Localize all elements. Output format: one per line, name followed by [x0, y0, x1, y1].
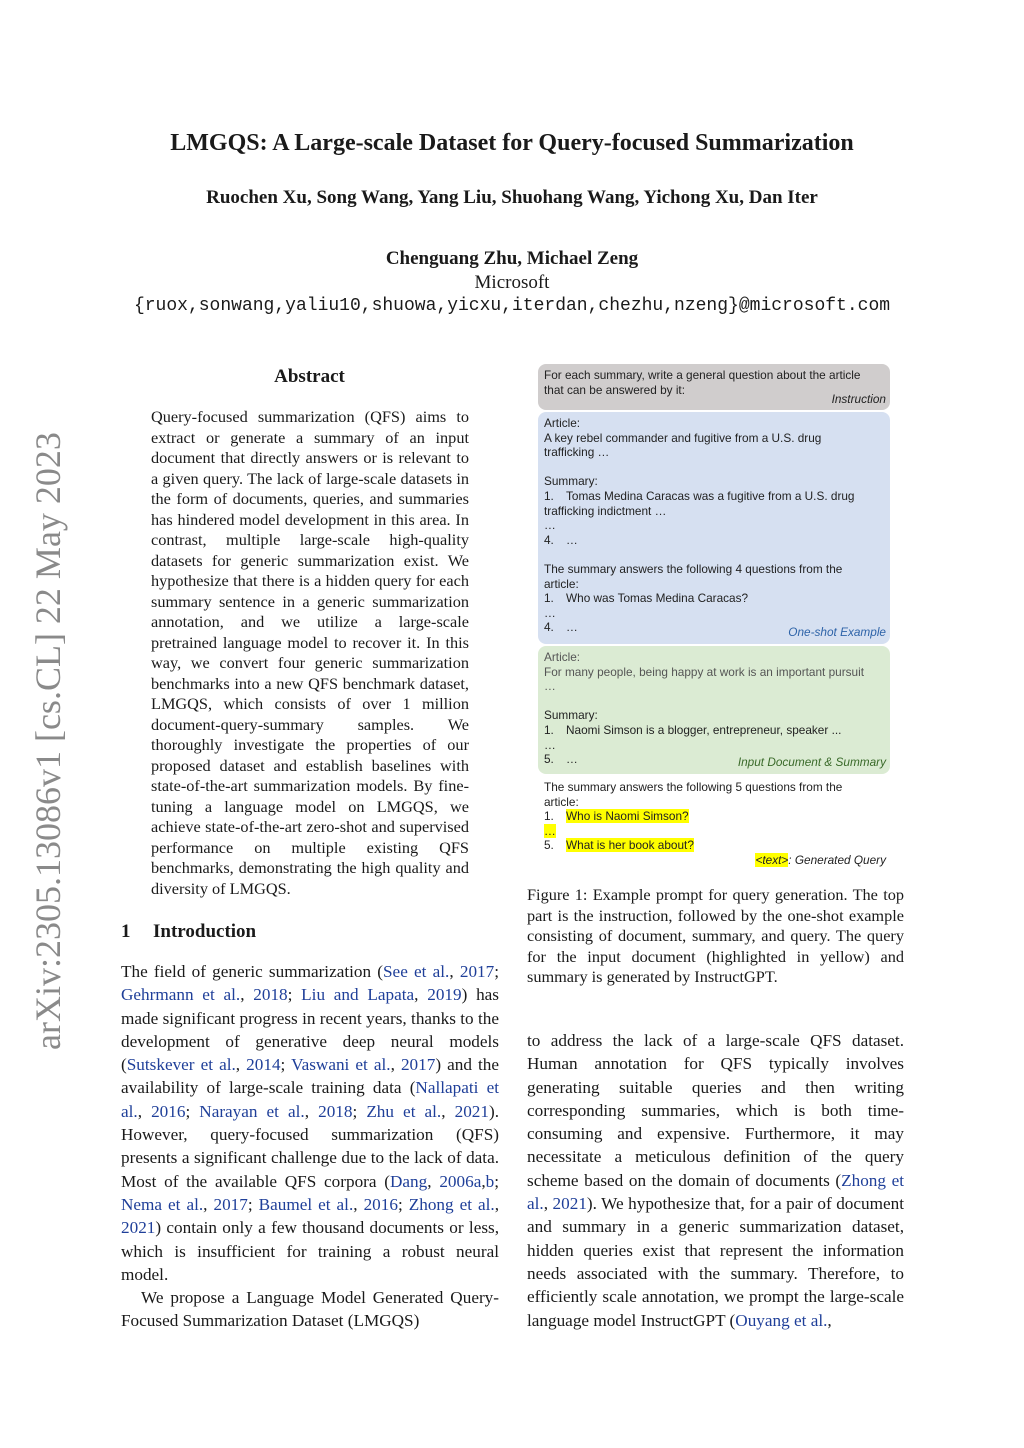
citation-link[interactable]: 2019 [427, 985, 462, 1005]
instruction-line: For each summary, write a general question about the article [544, 368, 861, 382]
instruction-label: Instruction [831, 392, 886, 407]
text-run: , [427, 1171, 440, 1191]
citation-link[interactable]: Nema et al. [121, 1194, 204, 1214]
citation-link[interactable]: 2021 [454, 1101, 489, 1121]
section-heading-introduction [121, 921, 256, 943]
abstract-body: Query-focused summarization (QFS) aims to extract or generate a summary of an input document that directly answers or is relevant to a given query. The lack of large-scale datasets in the form of documents, queries, and summaries has hindered model development in this area. In contrast, multiple large-scale high-quality datasets for generic summarization exist. We hypothesize that there is a hidden query for each summary sentence in a generic summarization annotation, and we utilize a large-scale pretrained language model to recover it. In this way, we convert four generic summarization benchmarks into a new QFS benchmark dataset, LMGQS, which consists of over 1 million document-query-summary samples. We thoroughly investigate the properties of our proposed dataset and establish baselines with state-of-the-art summarization models. By fine-tuning a language model on LMGQS, we achieve state-of-the-art zero-shot and supervised performance on multiple existing QFS benchmarks, demonstrating the high quality and diversity of LMGQS. [151, 407, 469, 898]
intro-paragraph-1 [121, 960, 499, 1286]
summary-item [544, 489, 884, 504]
generated-queries-box [538, 776, 890, 872]
text-run: ; [247, 1194, 259, 1214]
text-run: ). We hypothesize that, for a pair of document and summary in a generic summarization dataset, hidden queries exist that represent the information needs associated with the summary. Therefore, to efficiently scale annotation, we prompt the large-scale language model InstructGPT ( [527, 1194, 904, 1330]
text-run: , [390, 1055, 401, 1075]
citation-link[interactable]: Narayan et al. [199, 1101, 305, 1121]
generated-query-highlight: What is her book about? [566, 838, 694, 853]
text-run: ; [494, 1171, 499, 1191]
citation-link[interactable]: 2006a [439, 1171, 482, 1191]
text-run: , [449, 962, 460, 981]
citation-link[interactable]: b [485, 1171, 495, 1191]
article-text: trafficking … [544, 445, 610, 460]
ellipsis: … [544, 518, 556, 533]
item-text: Who was Tomas Medina Caracas? [566, 591, 749, 606]
generated-query-highlight: Who is Naomi Simson? [566, 809, 689, 824]
summary-item-continued: trafficking indictment … [544, 503, 667, 518]
item-number: 5. [544, 752, 554, 767]
authors-line-2: Chenguang Zhu, Michael Zeng [385, 248, 639, 269]
input-document-label: Input Document & Summary [737, 755, 886, 770]
citation-link[interactable]: Liu and Lapata [301, 985, 415, 1005]
citation-link[interactable]: Nallapati et al. [121, 1078, 499, 1121]
text-run: , [304, 1101, 319, 1121]
text-run: ; [280, 1055, 292, 1075]
citation-link[interactable]: 2014 [246, 1055, 281, 1075]
section-title: Introduction [153, 921, 257, 942]
text-run: , [827, 1310, 832, 1330]
summary-label: Summary: [544, 708, 598, 723]
citation-link[interactable]: Zhong et al. [527, 1170, 905, 1214]
item-number: 1. [544, 809, 554, 824]
citation-link[interactable]: 2017 [459, 962, 495, 981]
abstract-heading: Abstract [274, 366, 345, 387]
ellipsis: … [544, 605, 556, 620]
citation-link[interactable]: Baumel et al. [258, 1194, 354, 1214]
citation-link[interactable]: Vaswani et al. [291, 1055, 391, 1075]
answers-intro: article: [544, 576, 579, 591]
citation-link[interactable]: 2017 [213, 1194, 248, 1214]
author-emails: {ruox,sonwang,yaliu10,shuowa,yicxu,iterdan,chezhu,nzeng}@microsoft.com [133, 296, 891, 316]
citation-link[interactable]: Dang [390, 1171, 428, 1191]
item-text: … [566, 752, 578, 767]
paper-title: LMGQS: A Large-scale Dataset for Query-focused Summarization [170, 130, 854, 156]
text-run: , [441, 1101, 455, 1121]
item-number: 1. [544, 722, 554, 737]
text-run: ; [494, 962, 500, 981]
citation-link[interactable]: 2016 [151, 1101, 186, 1121]
item-text: Tomas Medina Caracas was a fugitive from a U.S. drug [566, 488, 855, 503]
article-text: … [544, 679, 556, 694]
answers-intro: The summary answers the following 4 questions from the [544, 561, 843, 576]
figure-1-caption: Figure 1: Example prompt for query generation. The top part is the instruction, followed by the one-shot example consisting of document, summary, and query. The query for the input document (highlighted in yellow) and summary is generated by InstructGPT. [527, 885, 904, 986]
legend-text: : Generated Query [788, 853, 886, 868]
generated-query-legend [755, 853, 886, 868]
introduction-right-column [527, 1029, 904, 1332]
item-text: … [566, 532, 578, 547]
citation-link[interactable]: 2021 [121, 1218, 156, 1238]
query-item [544, 809, 884, 824]
article-text: For many people, being happy at work is an important pursuit [544, 664, 864, 679]
citation-link[interactable]: Gehrmann et al. [121, 985, 241, 1005]
ellipsis [544, 824, 884, 839]
summary-item [544, 723, 884, 738]
text-run: , [353, 1194, 364, 1214]
item-number: 4. [544, 532, 554, 547]
query-item [544, 838, 884, 853]
citation-link[interactable]: 2021 [552, 1194, 587, 1214]
text-run: , [543, 1194, 553, 1214]
text-run: , [481, 1171, 486, 1191]
citation-link[interactable]: Ouyang et al. [735, 1310, 828, 1330]
article-label: Article: [544, 416, 581, 430]
intro-paragraph-2: We propose a Language Model Generated Query-Focused Summarization Dataset (LMGQS) [121, 1288, 499, 1331]
citation-link[interactable]: 2018 [318, 1101, 353, 1121]
input-document-box [538, 646, 890, 774]
item-text: … [566, 620, 578, 635]
text-run: The field of generic summarization ( [121, 962, 383, 981]
citation-link[interactable]: See et al. [383, 962, 450, 981]
instruction-line: that can be answered by it: [544, 382, 685, 397]
section-number: 1 [121, 921, 131, 942]
text-run: ). However, query-focused summarization (QFS) presents a significant challenge due to the lack of data. Most of the available QFS corpora ( [121, 1101, 499, 1191]
text-run: , [203, 1194, 214, 1214]
text-run: ; [287, 985, 302, 1005]
text-run: ) and the availability of large-scale training data ( [121, 1055, 500, 1098]
text-run: , [137, 1101, 152, 1121]
intro-paragraph-2-continued [527, 1029, 904, 1332]
text-run: ; [185, 1101, 200, 1121]
answers-intro: article: [544, 794, 579, 809]
citation-link[interactable]: 2018 [253, 985, 288, 1005]
answers-intro: The summary answers the following 5 questions from the [544, 780, 843, 794]
one-shot-label: One-shot Example [788, 625, 886, 640]
summary-label: Summary: [544, 474, 598, 489]
affiliation: Microsoft [474, 272, 550, 293]
authors-line-1: Ruochen Xu, Song Wang, Yang Liu, Shuohang Wang, Yichong Xu, Dan Iter [206, 187, 818, 208]
instruction-box [538, 364, 890, 410]
item-number: 5. [544, 838, 554, 853]
citation-link[interactable]: Zhong et al. [408, 1194, 495, 1214]
citation-link[interactable]: Zhu et al. [366, 1101, 442, 1121]
figure-1-prompt [538, 364, 890, 872]
legend-tag: <text> [755, 853, 789, 868]
citation-link[interactable]: 2016 [363, 1194, 398, 1214]
citation-link[interactable]: 2017 [400, 1055, 436, 1075]
article-text: A key rebel commander and fugitive from a U.S. drug [544, 430, 822, 445]
text-run: , [240, 985, 254, 1005]
arxiv-identifier: arXiv:2305.13086v1 [cs.CL] 22 May 2023 [28, 432, 68, 1050]
text-run: to address the lack of a large-scale QFS dataset. Human annotation for QFS typically involves generating suitable queries and then writing corresponding summaries, which is both time-consuming and expensive. Furthermore, it may necessitate a meticulous definition of the query scheme based on the domain of documents ( [527, 1031, 904, 1190]
article-label: Article: [544, 650, 581, 664]
text-run: , [494, 1194, 500, 1214]
generated-query-highlight: … [544, 823, 556, 838]
item-text: Naomi Simson is a blogger, entrepreneur, speaker ... [566, 722, 842, 737]
text-run: ; [352, 1101, 367, 1121]
ellipsis: … [544, 737, 556, 752]
item-number: 1. [544, 488, 554, 503]
text-run: ; [397, 1194, 409, 1214]
citation-link[interactable]: Sutskever et al. [126, 1055, 236, 1075]
introduction-left-column [121, 960, 499, 1333]
query-item [544, 591, 884, 606]
text-run: , [414, 985, 428, 1005]
text-run: , [235, 1055, 247, 1075]
text-run: ) has made significant progress in recent years, thanks to the development of generative deep neural models ( [121, 985, 499, 1075]
summary-item [544, 533, 884, 548]
item-number: 1. [544, 591, 554, 606]
item-number: 4. [544, 620, 554, 635]
one-shot-example-box [538, 412, 890, 644]
text-run: ) contain only a few thousand documents or less, which is insufficient for training a robust neural model. [121, 1218, 499, 1284]
